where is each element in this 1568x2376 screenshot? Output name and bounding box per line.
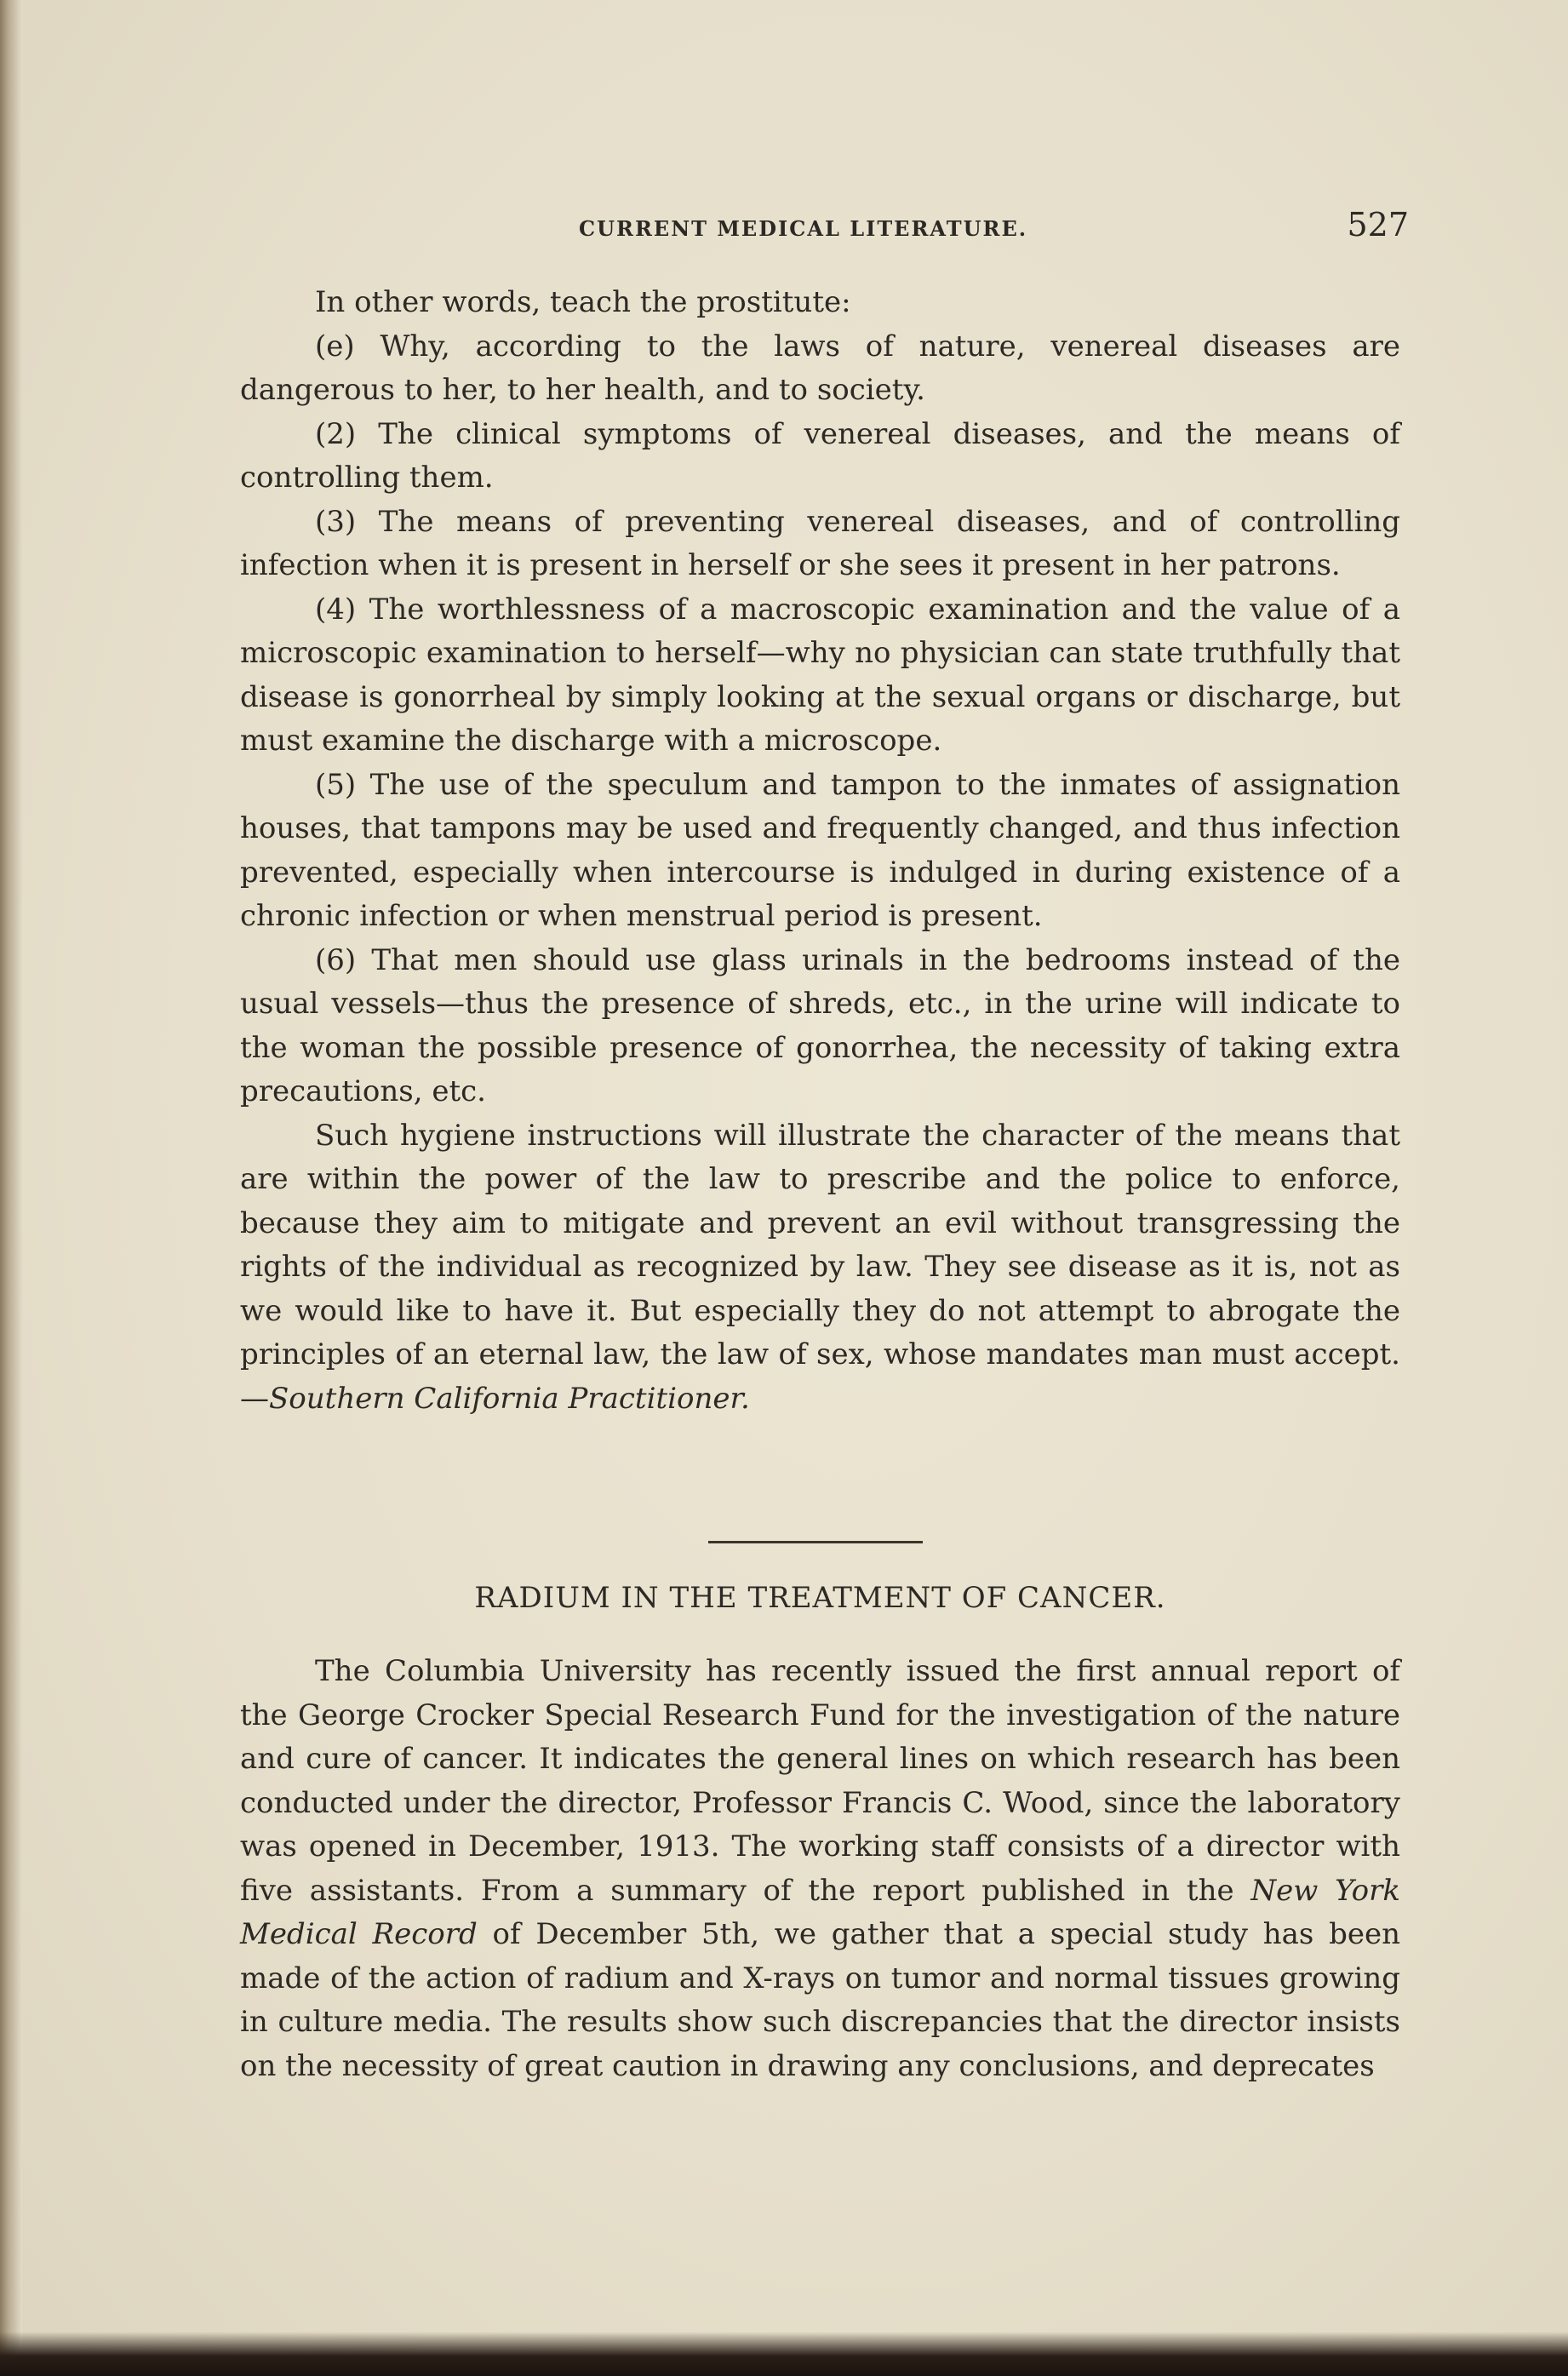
source-citation: Southern California Practitioner. (269, 1381, 750, 1416)
page-header (238, 206, 1409, 255)
section-body (240, 1650, 1400, 2088)
list-item-4: (4) The worthlessness of a macroscopic examination and the value of a microscopic examination to herself—why no physician can state truthfully that disease is gonorrheal by simply looking at the sexual organs or discharge, but must examine the discharge with a microscope. (240, 592, 1400, 758)
section-paragraph (240, 1650, 1400, 2088)
list-item-3: (3) The means of preventing venereal diseases, and of controlling infection when it is present in herself or she sees it present in her patrons. (240, 504, 1400, 582)
list-item-2: (2) The clinical symptoms of venereal diseases, and the means of controlling them. (240, 416, 1400, 495)
list-item-e: (e) Why, according to the laws of nature, venereal diseases are dangerous to her, to her health, and to society. (240, 329, 1400, 407)
closing-paragraph (240, 1114, 1400, 1422)
section-text-part1: The Columbia University has recently issued the first annual report of the George Crocker Special Research Fund for the investigation of the nature and cure of cancer. It indicates the general lines on which research has been conducted under the director, Professor Francis C. Wood, since the laboratory was opened in December, 1913. The working staff consists of a director with five assistants. From a summary of the report published in the (240, 1654, 1400, 1908)
running-title: CURRENT MEDICAL LITERATURE. (579, 216, 1028, 241)
page-bottom-shadow (0, 2332, 1568, 2376)
article-body (240, 281, 1400, 1421)
section-divider (708, 1541, 923, 1543)
closing-text: Such hygiene instructions will illustrate the character of the means that are within the power of the law to prescribe and the police to enforce, because they aim to mitigate and prevent an evil without transgressing the rights of the individual as recognized by law. They see disease as it is, not as we would like to have it. But especially they do not attempt to abrogate the principles of an eternal law, the law of sex, whose mandates man must accept.— (240, 1118, 1400, 1416)
page-number: 527 (1347, 206, 1409, 243)
list-item-5: (5) The use of the speculum and tampon to the inmates of assignation houses, that tampons may be used and frequently changed, and thus infection prevented, especially when intercourse is indulged in during existence of a chronic infection or when menstrual period is present. (240, 767, 1400, 933)
book-spine-shadow (0, 0, 22, 2376)
paragraph-intro: In other words, teach the prostitute: (315, 285, 851, 319)
section-title: RADIUM IN THE TREATMENT OF CANCER. (474, 1581, 1166, 1615)
list-item-6: (6) That men should use glass urinals in the bedrooms instead of the usual vessels—thus the presence of shreds, etc., in the urine will indicate to the woman the possible presence of gonorrhea, the necessity of taking extra precautions, etc. (240, 942, 1400, 1108)
section-text-part2: of December 5th, we gather that a special study has been made of the action of radium and X-rays on tumor and normal tissues growing in culture media. The results show such discrepancies that the director insists on the necessity of great caution in drawing any conclusions, and deprecates (240, 1917, 1400, 2083)
publication-name: New York Medical Record (240, 1873, 1400, 1951)
